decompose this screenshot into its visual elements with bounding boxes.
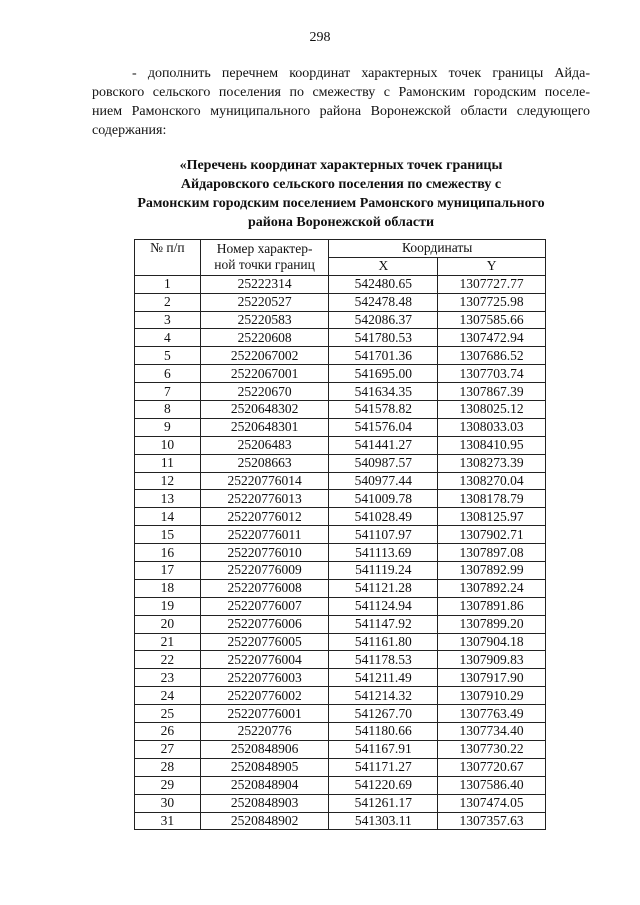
point-number: 25220608 [200, 329, 329, 347]
y-coordinate: 1308410.95 [438, 436, 546, 454]
y-coordinate: 1308125.97 [438, 508, 546, 526]
x-coordinate: 541178.53 [329, 651, 438, 669]
y-coordinate: 1307586.40 [438, 776, 546, 794]
y-coordinate: 1307585.66 [438, 311, 546, 329]
point-number: 25220527 [200, 293, 329, 311]
coordinates-table [134, 239, 546, 830]
row-number: 12 [135, 472, 201, 490]
row-number: 29 [135, 776, 201, 794]
intro-line: содержания: [92, 123, 167, 138]
row-number: 18 [135, 579, 201, 597]
x-coordinate: 540977.44 [329, 472, 438, 490]
table-row [135, 597, 546, 615]
x-coordinate: 541303.11 [329, 812, 438, 830]
y-coordinate: 1307472.94 [438, 329, 546, 347]
table-row [135, 794, 546, 812]
header-coordinates: Координаты [329, 240, 546, 258]
table-row [135, 275, 546, 293]
x-coordinate: 541107.97 [329, 526, 438, 544]
table-row [135, 562, 546, 580]
table-row [135, 687, 546, 705]
table-header [135, 240, 546, 276]
table-row [135, 347, 546, 365]
x-coordinate: 541167.91 [329, 740, 438, 758]
row-number: 16 [135, 544, 201, 562]
table-row [135, 490, 546, 508]
point-number: 25220776004 [200, 651, 329, 669]
row-number: 24 [135, 687, 201, 705]
y-coordinate: 1307899.20 [438, 615, 546, 633]
y-coordinate: 1308025.12 [438, 401, 546, 419]
table-row [135, 401, 546, 419]
x-coordinate: 541441.27 [329, 436, 438, 454]
x-coordinate: 541161.80 [329, 633, 438, 651]
intro-line: - дополнить перечнем координат характерных точек границы Айда- [132, 66, 590, 81]
y-coordinate: 1307909.83 [438, 651, 546, 669]
point-number: 25220776002 [200, 687, 329, 705]
point-number: 2522067001 [200, 365, 329, 383]
row-number: 11 [135, 454, 201, 472]
y-coordinate: 1307725.98 [438, 293, 546, 311]
row-number: 26 [135, 723, 201, 741]
x-coordinate: 541121.28 [329, 579, 438, 597]
table-row [135, 454, 546, 472]
y-coordinate: 1308033.03 [438, 418, 546, 436]
row-number: 25 [135, 705, 201, 723]
x-coordinate: 541261.17 [329, 794, 438, 812]
table-row [135, 383, 546, 401]
table-row [135, 633, 546, 651]
y-coordinate: 1307734.40 [438, 723, 546, 741]
point-number: 2522067002 [200, 347, 329, 365]
point-number: 25220776006 [200, 615, 329, 633]
row-number: 13 [135, 490, 201, 508]
x-coordinate: 541578.82 [329, 401, 438, 419]
table-row [135, 758, 546, 776]
row-number: 20 [135, 615, 201, 633]
row-number: 23 [135, 669, 201, 687]
table-row [135, 329, 546, 347]
row-number: 10 [135, 436, 201, 454]
y-coordinate: 1307891.86 [438, 597, 546, 615]
table-row [135, 311, 546, 329]
row-number: 4 [135, 329, 201, 347]
row-number: 22 [135, 651, 201, 669]
y-coordinate: 1308270.04 [438, 472, 546, 490]
y-coordinate: 1307917.90 [438, 669, 546, 687]
point-number: 25220776009 [200, 562, 329, 580]
header-y: Y [438, 257, 546, 275]
y-coordinate: 1307730.22 [438, 740, 546, 758]
page-number: 298 [309, 30, 331, 45]
row-number: 9 [135, 418, 201, 436]
table-row [135, 723, 546, 741]
x-coordinate: 541028.49 [329, 508, 438, 526]
y-coordinate: 1307892.24 [438, 579, 546, 597]
title-line: Рамонским городским поселением Рамонского муниципального [137, 196, 545, 211]
point-number: 25220776 [200, 723, 329, 741]
point-number: 25222314 [200, 275, 329, 293]
point-number: 2520648302 [200, 401, 329, 419]
table-row [135, 472, 546, 490]
row-number: 1 [135, 275, 201, 293]
row-number: 6 [135, 365, 201, 383]
title-line: «Перечень координат характерных точек границы [179, 158, 503, 173]
point-number: 25220776007 [200, 597, 329, 615]
table-row [135, 740, 546, 758]
table-title [92, 156, 590, 232]
x-coordinate: 541147.92 [329, 615, 438, 633]
intro-paragraph [92, 64, 590, 140]
point-number: 2520848905 [200, 758, 329, 776]
x-coordinate: 541113.69 [329, 544, 438, 562]
row-number: 8 [135, 401, 201, 419]
row-number: 15 [135, 526, 201, 544]
y-coordinate: 1307474.05 [438, 794, 546, 812]
point-number: 2520848904 [200, 776, 329, 794]
y-coordinate: 1307902.71 [438, 526, 546, 544]
table-row [135, 705, 546, 723]
intro-line: нием Рамонского муниципального района Воронежской области следующего [92, 104, 590, 119]
x-coordinate: 541124.94 [329, 597, 438, 615]
row-number: 21 [135, 633, 201, 651]
row-number: 5 [135, 347, 201, 365]
x-coordinate: 541119.24 [329, 562, 438, 580]
x-coordinate: 541211.49 [329, 669, 438, 687]
y-coordinate: 1307720.67 [438, 758, 546, 776]
point-number: 25220670 [200, 383, 329, 401]
y-coordinate: 1307727.77 [438, 275, 546, 293]
y-coordinate: 1307910.29 [438, 687, 546, 705]
x-coordinate: 541695.00 [329, 365, 438, 383]
table-row [135, 615, 546, 633]
y-coordinate: 1308273.39 [438, 454, 546, 472]
intro-line: ровского сельского поселения по смежеству с Рамонским городским поселе- [92, 85, 590, 100]
table-row [135, 526, 546, 544]
table-row [135, 544, 546, 562]
y-coordinate: 1307357.63 [438, 812, 546, 830]
table-row [135, 418, 546, 436]
header-point-line: Номер характер- [216, 241, 313, 257]
point-number: 2520848902 [200, 812, 329, 830]
point-number: 25220776010 [200, 544, 329, 562]
header-num: № п/п [135, 240, 201, 276]
x-coordinate: 541171.27 [329, 758, 438, 776]
title-line: Айдаровского сельского поселения по смежеству с [180, 177, 502, 192]
y-coordinate: 1307897.08 [438, 544, 546, 562]
row-number: 31 [135, 812, 201, 830]
row-number: 14 [135, 508, 201, 526]
point-number: 25220776013 [200, 490, 329, 508]
table-row [135, 651, 546, 669]
y-coordinate: 1307763.49 [438, 705, 546, 723]
x-coordinate: 541634.35 [329, 383, 438, 401]
row-number: 27 [135, 740, 201, 758]
y-coordinate: 1307904.18 [438, 633, 546, 651]
row-number: 30 [135, 794, 201, 812]
table-row [135, 508, 546, 526]
point-number: 25206483 [200, 436, 329, 454]
row-number: 3 [135, 311, 201, 329]
table-row [135, 579, 546, 597]
y-coordinate: 1307892.99 [438, 562, 546, 580]
table-row [135, 436, 546, 454]
header-point-number [200, 240, 329, 276]
x-coordinate: 542086.37 [329, 311, 438, 329]
header-point-line: ной точки границ [214, 257, 315, 273]
row-number: 28 [135, 758, 201, 776]
x-coordinate: 541701.36 [329, 347, 438, 365]
x-coordinate: 541009.78 [329, 490, 438, 508]
point-number: 25208663 [200, 454, 329, 472]
x-coordinate: 540987.57 [329, 454, 438, 472]
table-body [135, 275, 546, 830]
table-row [135, 776, 546, 794]
point-number: 2520848906 [200, 740, 329, 758]
point-number: 25220776005 [200, 633, 329, 651]
point-number: 25220776014 [200, 472, 329, 490]
table-row [135, 669, 546, 687]
row-number: 2 [135, 293, 201, 311]
y-coordinate: 1307703.74 [438, 365, 546, 383]
point-number: 2520648301 [200, 418, 329, 436]
table-row [135, 812, 546, 830]
point-number: 25220776011 [200, 526, 329, 544]
y-coordinate: 1307867.39 [438, 383, 546, 401]
x-coordinate: 541214.32 [329, 687, 438, 705]
point-number: 2520848903 [200, 794, 329, 812]
point-number: 25220583 [200, 311, 329, 329]
x-coordinate: 541576.04 [329, 418, 438, 436]
x-coordinate: 542480.65 [329, 275, 438, 293]
point-number: 25220776008 [200, 579, 329, 597]
title-line: района Воронежской области [247, 215, 435, 230]
table-row [135, 365, 546, 383]
x-coordinate: 542478.48 [329, 293, 438, 311]
row-number: 17 [135, 562, 201, 580]
x-coordinate: 541267.70 [329, 705, 438, 723]
x-coordinate: 541220.69 [329, 776, 438, 794]
row-number: 19 [135, 597, 201, 615]
x-coordinate: 541780.53 [329, 329, 438, 347]
table-row [135, 293, 546, 311]
y-coordinate: 1307686.52 [438, 347, 546, 365]
y-coordinate: 1308178.79 [438, 490, 546, 508]
header-x: X [329, 257, 438, 275]
point-number: 25220776003 [200, 669, 329, 687]
x-coordinate: 541180.66 [329, 723, 438, 741]
point-number: 25220776012 [200, 508, 329, 526]
point-number: 25220776001 [200, 705, 329, 723]
row-number: 7 [135, 383, 201, 401]
